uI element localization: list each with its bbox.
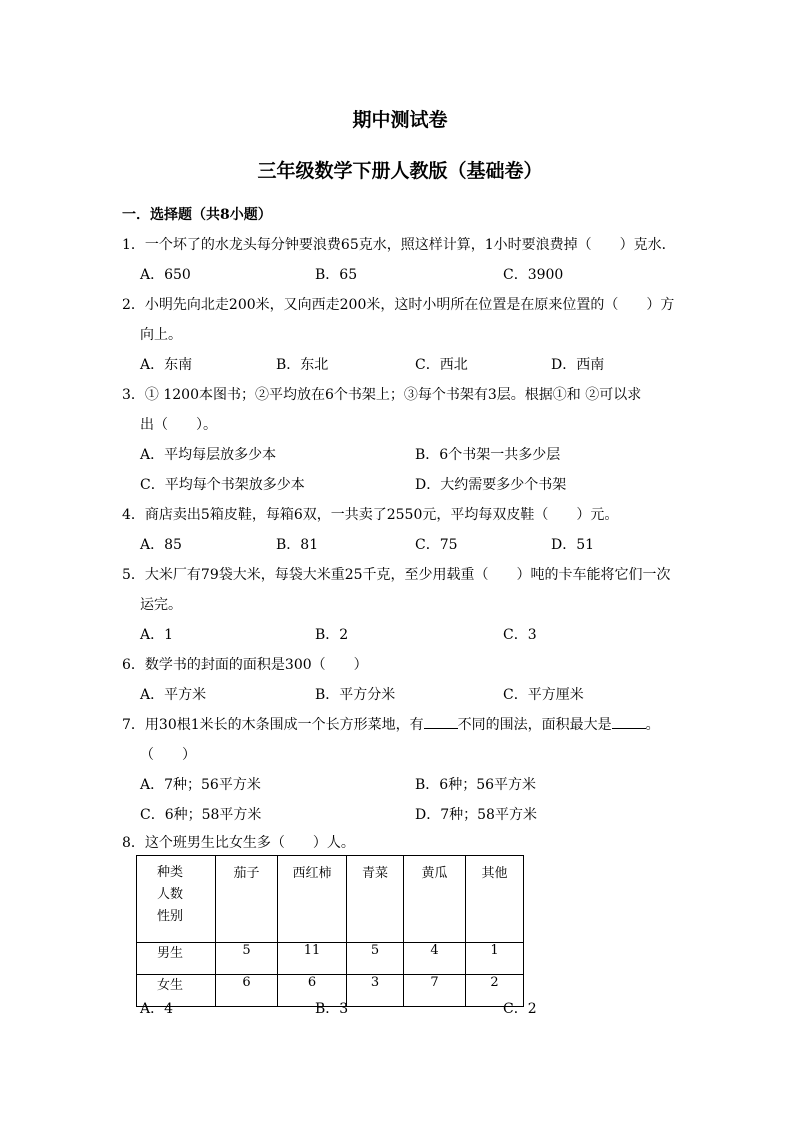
- q1-option-a[interactable]: A．650: [140, 267, 191, 283]
- q2-option-c[interactable]: C．西北: [415, 357, 468, 373]
- table-header-cell: 其他: [466, 856, 524, 943]
- table-header-row: [137, 856, 524, 943]
- q8-option-c[interactable]: C．2: [503, 1001, 537, 1017]
- table-header-cell: 茄子: [216, 856, 278, 943]
- q2-option-d[interactable]: D．西南: [551, 357, 605, 373]
- q7-blank-2[interactable]: [612, 716, 646, 729]
- q6-option-c[interactable]: C．平方厘米: [503, 687, 584, 703]
- q3-option-b[interactable]: B．6个书架一共多少层: [415, 447, 561, 463]
- table-cell: 7: [404, 975, 466, 1007]
- q4-option-a[interactable]: A．85: [140, 537, 182, 553]
- q8-option-a[interactable]: A．4: [140, 1001, 174, 1017]
- q2-option-a[interactable]: A．东南: [140, 357, 193, 373]
- q2-stem: 2．小明先向北走200米，又向西走200米，这时小明所在位置是在原来位置的（ ）方: [122, 297, 675, 313]
- table-cell: 2: [466, 975, 524, 1007]
- q8-option-b[interactable]: B．3: [315, 1001, 349, 1017]
- table-cell: 5: [347, 943, 404, 975]
- table-cell: 11: [278, 943, 347, 975]
- q7-stem-part1: 7．用30根1米长的木条围成一个长方形菜地，有: [122, 717, 424, 733]
- q4-option-c[interactable]: C．75: [415, 537, 458, 553]
- section-heading: 一．选择题（共8小题）: [122, 207, 272, 223]
- table-cell: 4: [404, 943, 466, 975]
- q5-stem-line2: 运完。: [140, 597, 182, 613]
- q3-option-d[interactable]: D．大约需要多少个书架: [415, 477, 567, 493]
- q2-stem-line2: 向上。: [140, 327, 182, 343]
- q8-stem: 8．这个班男生比女生多（ ）人。: [122, 835, 355, 851]
- q5-stem: 5．大米厂有79袋大米，每袋大米重25千克，至少用载重（ ）吨的卡车能将它们一次: [122, 567, 671, 583]
- q7-option-b[interactable]: B．6种；56平方米: [415, 777, 537, 793]
- page-title: 期中测试卷: [352, 109, 448, 131]
- q1-option-c[interactable]: C．3900: [503, 267, 564, 283]
- q4-option-b[interactable]: B．81: [276, 537, 319, 553]
- q7-option-a[interactable]: A．7种；56平方米: [140, 777, 261, 793]
- corner-label-count: 人数: [157, 887, 184, 902]
- table-cell: 3: [347, 975, 404, 1007]
- table-cell: 1: [466, 943, 524, 975]
- q4-stem: 4．商店卖出5箱皮鞋，每箱6双，一共卖了2550元，平均每双皮鞋（ ）元。: [122, 507, 619, 523]
- q4-option-d[interactable]: D．51: [551, 537, 595, 553]
- q1-stem: 1．一个坏了的水龙头每分钟要浪费65克水，照这样计算，1小时要浪费掉（ ）克水．: [122, 237, 676, 253]
- q5-option-b[interactable]: B．2: [315, 627, 349, 643]
- q7-blank-1[interactable]: [424, 716, 458, 729]
- table-cell: 5: [216, 943, 278, 975]
- table-corner-cell: [137, 856, 216, 943]
- q1-option-b[interactable]: B．65: [315, 267, 358, 283]
- q7-stem-line2: （ ）: [140, 747, 196, 763]
- q3-stem-line2: 出（ ）。: [140, 417, 217, 433]
- q3-option-a[interactable]: A．平均每层放多少本: [140, 447, 277, 463]
- q7-stem: [122, 716, 660, 734]
- table-header-cell: 青菜: [347, 856, 404, 943]
- q6-option-a[interactable]: A．平方米: [140, 687, 207, 703]
- table-cell: 6: [278, 975, 347, 1007]
- q7-stem-part2: 不同的围法，面积最大是: [457, 717, 612, 733]
- row-label: 男生: [137, 943, 216, 975]
- q7-option-c[interactable]: C．6种；58平方米: [140, 807, 262, 823]
- q3-option-c[interactable]: C．平均每个书架放多少本: [140, 477, 305, 493]
- row-label: 女生: [137, 975, 216, 1007]
- q7-stem-part3: 。: [645, 717, 660, 733]
- q2-option-b[interactable]: B．东北: [276, 357, 329, 373]
- table-header-cell: 西红柿: [278, 856, 347, 943]
- q5-option-a[interactable]: A．1: [140, 627, 174, 643]
- table-row: [137, 943, 524, 975]
- corner-label-category: 种类: [157, 865, 184, 880]
- q6-stem: 6．数学书的封面的面积是300（ ）: [122, 657, 368, 673]
- corner-label-gender: 性别: [157, 909, 184, 924]
- q7-option-d[interactable]: D．7种；58平方米: [415, 807, 537, 823]
- q3-stem: 3．① 1200本图书；②平均放在6个书架上；③每个书架有3层。根据①和 ②可以求: [122, 387, 642, 403]
- page-subtitle: 三年级数学下册人教版（基础卷）: [257, 160, 543, 182]
- q8-data-table: [136, 855, 524, 1007]
- q5-option-c[interactable]: C．3: [503, 627, 537, 643]
- table-header-cell: 黄瓜: [404, 856, 466, 943]
- table-cell: 6: [216, 975, 278, 1007]
- q6-option-b[interactable]: B．平方分米: [315, 687, 396, 703]
